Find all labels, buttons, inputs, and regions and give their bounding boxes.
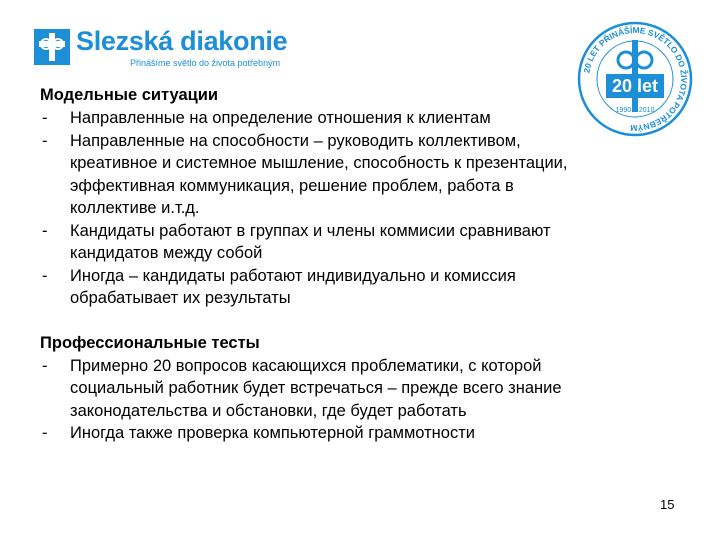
bullet-dash: - bbox=[42, 109, 48, 127]
list-item-line: креативное и системное мышление, способность к презентации, bbox=[70, 154, 568, 172]
list-item bbox=[40, 265, 690, 310]
section-title-professional-tests: Профессиональные тесты bbox=[40, 333, 260, 352]
list-item-line: Кандидаты работают в группах и члены коммисии сравнивают bbox=[70, 221, 551, 240]
list-item-line: кандидатов между собой bbox=[70, 244, 263, 262]
seal-ring-text: 20 LET PŘINÁŠÍME SVĚTLO DO ŽIVOTA POTŘEBNÝM bbox=[581, 24, 690, 134]
list-item bbox=[40, 107, 690, 130]
list-item-line: Направленные на способности – руководить коллективом, bbox=[70, 131, 521, 150]
logo-tagline: Přinášíme světlo do života potřebným bbox=[130, 58, 281, 68]
seal-years: 1990 – 2010 bbox=[615, 107, 655, 114]
list-item-line: Направленные на определение отношения к клиентам bbox=[70, 109, 491, 127]
list-item-line: Иногда – кандидаты работают индивидуально и комиссия bbox=[70, 266, 516, 285]
list-item-text bbox=[70, 107, 690, 130]
list-item bbox=[40, 422, 690, 445]
list-item-text bbox=[70, 355, 690, 423]
list-item bbox=[40, 355, 690, 423]
bullet-dash: - bbox=[42, 356, 48, 375]
list-item-line: законодательства и обстановки, где будет работать bbox=[70, 401, 467, 420]
section-title-model-situations: Модельные ситуации bbox=[40, 86, 219, 104]
list-item-text bbox=[70, 422, 690, 445]
bullet-dash: - bbox=[42, 131, 48, 150]
organization-logo bbox=[34, 26, 334, 72]
list-item-line: коллективе и.т.д. bbox=[70, 199, 200, 217]
list-item bbox=[40, 220, 690, 265]
bullet-dash: - bbox=[42, 221, 48, 240]
section-spacer bbox=[40, 310, 690, 332]
list-item-text bbox=[70, 130, 690, 220]
list-item-line: социальный работник будет встречаться – прежде всего знание bbox=[70, 379, 562, 397]
list-item-line: Иногда также проверка компьютерной граммотности bbox=[70, 424, 475, 442]
logo-name: Slezská diakonie bbox=[76, 26, 288, 56]
seal-badge: 20 let bbox=[611, 76, 659, 96]
list-item-line: Примерно 20 вопросов касающихся проблематики, с которой bbox=[70, 356, 542, 375]
slide-content bbox=[40, 84, 690, 445]
list-item-text bbox=[70, 220, 690, 265]
bullet-dash: - bbox=[42, 424, 48, 442]
list-item-text bbox=[70, 265, 690, 310]
diakonie-cross-icon bbox=[34, 29, 70, 65]
list-item bbox=[40, 130, 690, 220]
page-number: 15 bbox=[660, 497, 675, 512]
list-item-line: эффективная коммуникация, решение проблем, работа в bbox=[70, 176, 514, 195]
bullet-dash: - bbox=[42, 266, 48, 285]
list-item-line: обрабатывает их результаты bbox=[70, 289, 291, 307]
